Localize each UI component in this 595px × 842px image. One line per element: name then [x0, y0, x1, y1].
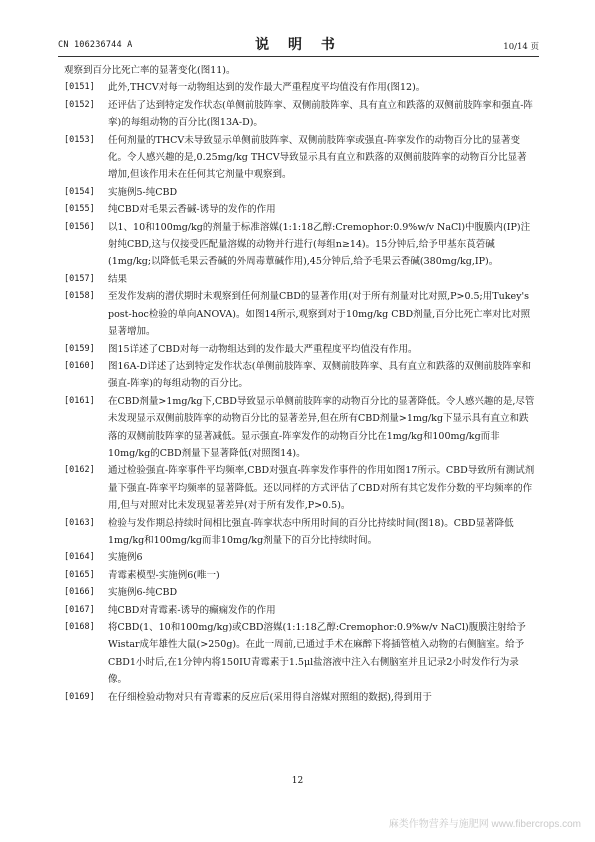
paragraph-0165	[64, 567, 536, 584]
paragraph-text: 图15详述了CBD对每一动物组达到的发作最大严重程度平均值没有作用。	[108, 343, 418, 355]
paragraph-number: [0160]	[64, 360, 95, 371]
subsection-heading: 纯CBD对毛果云香碱-诱导的发作的作用	[108, 204, 276, 216]
paragraph-0166	[64, 584, 536, 601]
section-title: 说 明 书	[255, 37, 342, 53]
paragraph-0169	[64, 689, 536, 706]
section-heading: 实施例6	[108, 552, 143, 564]
paragraph-text: 通过检验强直-阵挛事件平均频率,CBD对强直-阵挛发作事件的作用如图17所示。CBD导致所有测试剂量下强直-阵挛平均频率的显著降低。还以同样的方式评估了CBD对所有其它发作分数的平均频率的作用,但与对照对比未发现显著差异(对于所有发作,P>0.5)。	[108, 465, 535, 512]
paragraph-number: [0164]	[64, 552, 95, 563]
paragraph-number: [0169]	[64, 691, 95, 702]
paragraph-number: [0153]	[64, 134, 95, 145]
paragraph-number: [0156]	[64, 221, 95, 232]
paragraph-number: [0168]	[64, 622, 95, 632]
paragraph-number: [0155]	[64, 204, 95, 215]
page-of-label: 10/14 页	[503, 42, 539, 52]
paragraph-0154	[64, 184, 536, 201]
paragraph-text: 还评估了达到特定发作状态(单侧前肢阵挛、双侧前肢阵挛、具有直立和跌落的双侧前肢阵挛和强直-阵挛)的每组动物的百分比(图13A-D)。	[108, 99, 533, 129]
subsection-heading: 纯CBD对青霉素-诱导的癫痫发作的作用	[108, 604, 276, 616]
paragraph-number: [0166]	[64, 587, 95, 598]
paragraph-text: 任何剂量的THCV未导致显示单侧前肢阵挛、双侧前肢阵挛或强直-阵挛发作的动物百分比的显著变化。令人感兴趣的是,0.25mg/kg THCV导致显示具有直立和跌落的双侧前肢阵挛的动物百分比显著增加,但该作用未在任何其它剂量中观察到。	[108, 134, 527, 181]
paragraph-0167	[64, 602, 536, 619]
paragraph-number: [0165]	[64, 569, 95, 580]
results-heading: 结果	[108, 273, 128, 285]
paragraph-text: 图16A-D详述了达到特定发作状态(单侧前肢阵挛、双侧前肢阵挛、具有直立和跌落的双侧前肢阵挛和强直-阵挛)的每组动物的百分比。	[108, 360, 531, 390]
paragraph-number: [0157]	[64, 273, 95, 284]
paragraph-text: 在CBD剂量>1mg/kg下,CBD导致显示单侧前肢阵挛的动物百分比的显著降低。令人感兴趣的是,尽管未发现显示双侧前肢阵挛的动物百分比的显著差异,但在所有CBD剂量>1mg/kg下显示具有直立和跌落的双侧前肢阵挛的显著减低。显示强直-阵挛发作的动物百分比在1mg/kg和100mg/kg而非10mg/kg的CBD剂量下显著降低(对照图14)。	[108, 395, 535, 459]
paragraph-0151	[64, 79, 536, 96]
paragraph-text: 在仔细检验动物对只有青霉素的反应后(采用得自溶媒对照组的数据),得到用于	[108, 691, 432, 703]
paragraph-0157	[64, 271, 536, 288]
paragraph-0155	[64, 201, 536, 218]
paragraph-number: [0163]	[64, 517, 95, 528]
paragraph-text: 此外,THCV对每一动物组达到的发作最大严重程度平均值没有作用(图12)。	[108, 82, 426, 94]
subsection-heading: 实施例6-纯CBD	[108, 587, 178, 599]
paragraph-0161	[64, 393, 536, 463]
paragraph-0168	[64, 619, 536, 689]
paragraph-0153	[64, 132, 536, 184]
page-number: 12	[291, 776, 304, 786]
paragraph-number: [0167]	[64, 604, 95, 615]
paragraph-number: [0154]	[64, 186, 95, 197]
document-body	[64, 62, 536, 706]
page-header	[58, 34, 539, 54]
paragraph-0164	[64, 549, 536, 566]
paragraph-text: 以1、10和100mg/kg的剂量于标准溶媒(1:1:18乙醇:Cremophor:0.9%w/v NaCl)中腹膜内(IP)注射纯CBD,这与仅接受匹配量溶媒的动物并行进行(每组n≥14)。15分钟后,给予甲基东莨菪碱(1mg/kg;以降低毛果云香碱的外周毒蕈碱作用),45分钟后,给予毛果云香碱(380mg/kg,IP)。	[108, 221, 531, 268]
paragraph-number: [0159]	[64, 343, 95, 354]
watermark: 麻类作物营养与施肥网 www.fibercrops.com	[388, 819, 581, 830]
paragraph-0156	[64, 219, 536, 271]
paragraph-number: [0161]	[64, 395, 95, 406]
paragraph-text: 检验与发作期总持续时间相比强直-阵挛状态中所用时间的百分比持续时间(图18)。CBD显著降低1mg/kg和100mg/kg而非10mg/kg剂量下的百分比持续时间。	[108, 517, 514, 546]
header-rule	[58, 56, 539, 57]
paragraph-number: [0158]	[64, 291, 95, 302]
paragraph-number: [0162]	[64, 465, 95, 476]
paragraph-number: [0152]	[64, 99, 95, 110]
patent-number: CN 106236744 A	[58, 40, 133, 50]
subsection-heading: 青霉素模型-实施例6(唯一)	[108, 569, 220, 581]
paragraph-0158	[64, 288, 536, 340]
paragraph-0163	[64, 515, 536, 550]
section-heading: 实施例5-纯CBD	[108, 186, 178, 198]
paragraph-0159	[64, 341, 536, 358]
lead-text: 观察到百分比死亡率的显著变化(图11)。	[64, 65, 236, 76]
paragraph-0152	[64, 97, 536, 132]
paragraph-0162	[64, 462, 536, 514]
paragraph-text: 将CBD(1、10和100mg/kg)或CBD溶媒(1:1:18乙醇:Cremophor:0.9%w/v NaCl)腹膜注射给予Wistar成年雄性大鼠(>250g)。在此一周前,已通过手术在麻醉下将插管植入动物的右侧脑室。给予CBD1小时后,在1分钟内将150IU青霉素于1.5μl盐溶液中注入右侧脑室并且记录2小时发作行为录像。	[108, 622, 526, 686]
paragraph-0160	[64, 358, 536, 393]
paragraph-text: 至发作发病的潜伏期时未观察到任何剂量CBD的显著作用(对于所有剂量对比对照,P>0.5;用Tukey's post-hoc检验的单向ANOVA)。如图14所示,观察到对于10mg/kg CBD剂量,百分比死亡率对比对照显著增加。	[108, 291, 531, 338]
paragraph-number: [0151]	[64, 82, 95, 93]
